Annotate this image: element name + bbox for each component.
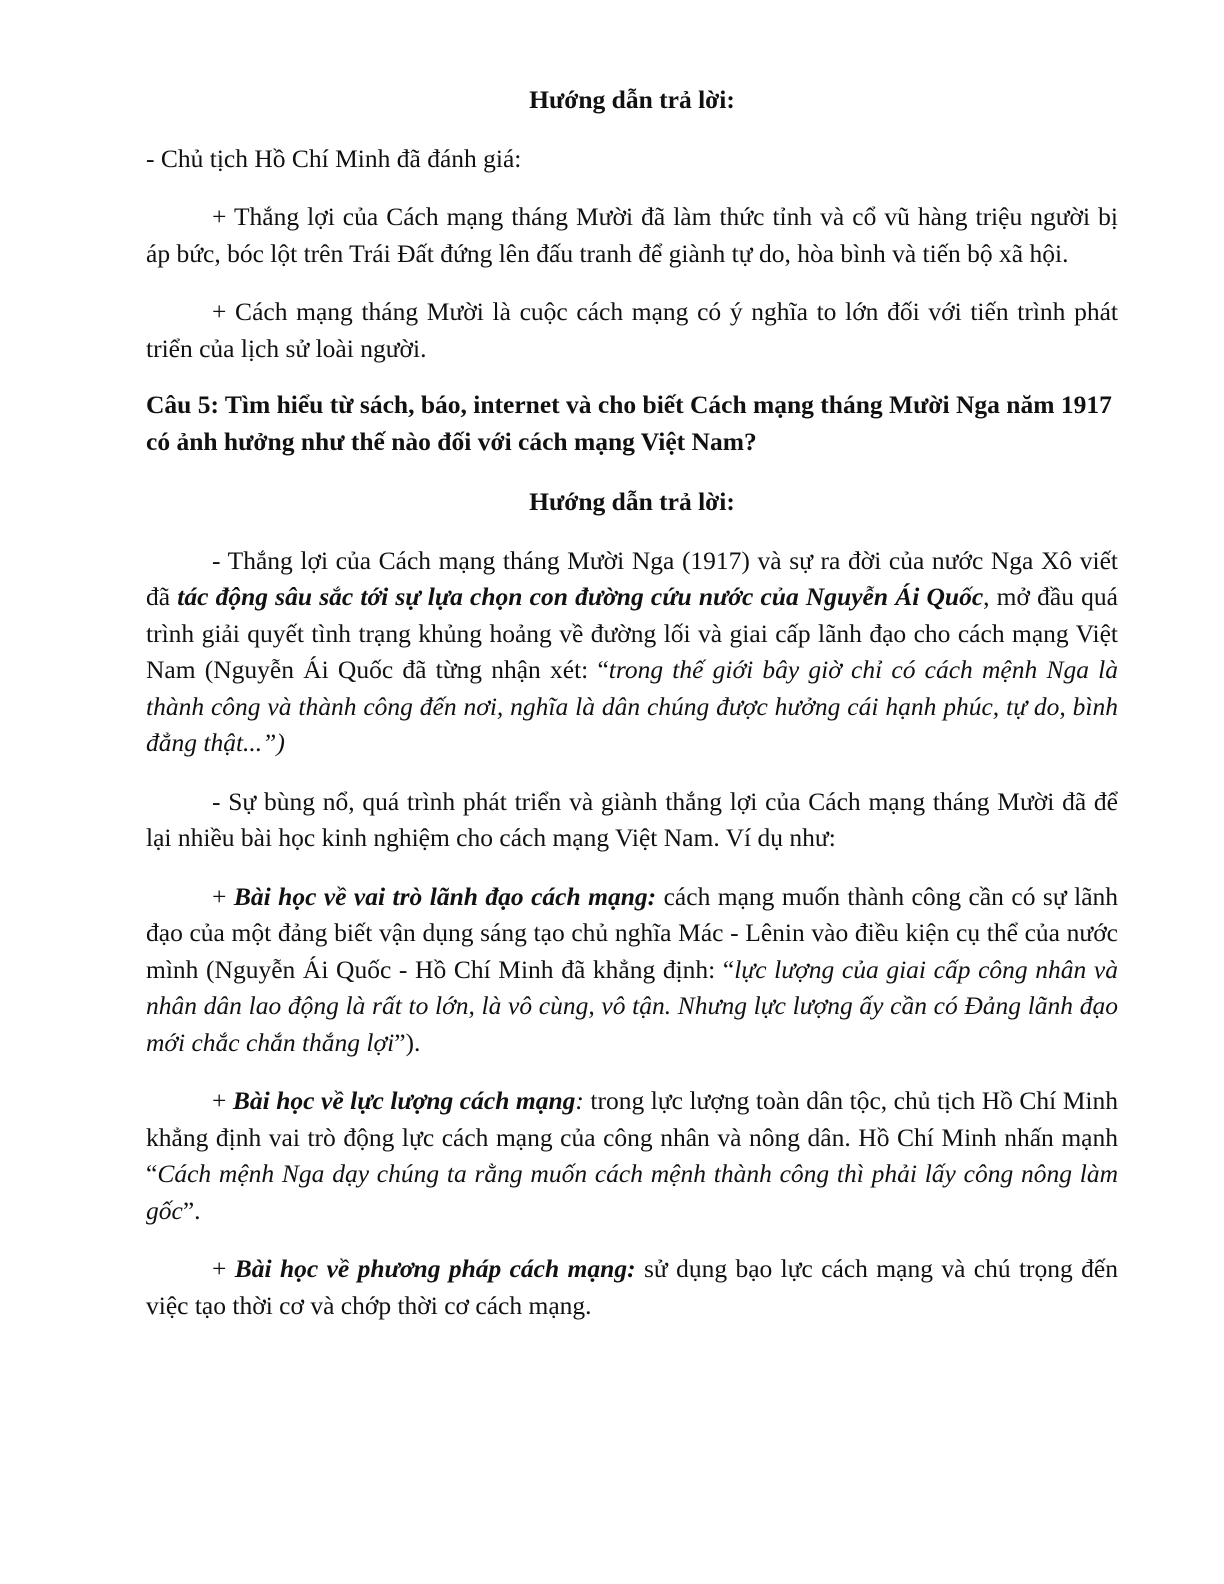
lesson-leadership-prefix: + [212, 881, 234, 911]
lesson-method-title: Bài học về phương pháp cách mạng: [234, 1254, 636, 1283]
lessons-intro: - Sự bùng nổ, quá trình phát triển và giành thắng lợi của Cách mạng tháng Mười đã để lại nhiều bài học kinh nghiệm cho cách mạng Việt Nam. Ví dụ như: [146, 786, 1118, 852]
answer-guide-heading-2: Hướng dẫn trả lời: [529, 487, 735, 516]
lesson-leadership-close: ”). [394, 1027, 421, 1057]
lesson-method [146, 1251, 1118, 1324]
lesson-leadership-title: Bài học về vai trò lãnh đạo cách mạng: [233, 881, 657, 911]
influence-text-1: - Thắng lợi của Cách mạng tháng Mười Nga (1917) và sự ra đời của nước Nga Xô viết đã [146, 545, 1118, 611]
lesson-forces-colon: : [575, 1086, 584, 1115]
evaluation-point-2: + Cách mạng tháng Mười là cuộc cách mạng có ý nghĩa to lớn đối với tiến trình phát triển của lịch sử loài người. [146, 297, 1118, 363]
lesson-method-prefix: + [212, 1254, 235, 1283]
lesson-forces-title: Bài học về lực lượng cách mạng [232, 1086, 576, 1115]
lesson-leadership-quote: lực lượng của giai cấp công nhân và nhân dân lao động là rất to lớn, là vô cùng, vô tận. Nhưng lực lượng ấy cần có Đảng lãnh đạo mới chắc chắn thắng lợi [146, 954, 1118, 1057]
answer-guide-heading: Hướng dẫn trả lời: [529, 85, 735, 114]
lesson-forces-close: ”. [182, 1195, 201, 1225]
question-5: Câu 5: Tìm hiểu từ sách, báo, internet và cho biết Cách mạng tháng Mười Nga năm 1917 có ảnh hưởng như thế nào đối với cách mạng Việt Nam? [146, 390, 1112, 456]
lesson-forces-text: trong lực lượng toàn dân tộc, chủ tịch Hồ Chí Minh khẳng định vai trò động lực cách mạng của công nhân và nông dân. Hồ Chí Minh nhấn mạnh “ [146, 1086, 1118, 1188]
lesson-leadership [146, 879, 1118, 1062]
lesson-forces-prefix: + [212, 1086, 233, 1115]
lesson-forces [146, 1083, 1118, 1229]
lesson-method-text: sử dụng bạo lực cách mạng và chú trọng đến việc tạo thời cơ và chớp thời cơ cách mạng. [146, 1254, 1118, 1320]
influence-text-2: , mở đầu quá trình giải quyết tình trạng khủng hoảng về đường lối và giai cấp lãnh đạo cho cách mạng Việt Nam (Nguyễn Ái Quốc đã từng nhận xét: “ [146, 582, 1118, 684]
lesson-forces-quote: Cách mệnh Nga dạy chúng ta rằng muốn cách mệnh thành công thì phải lấy công nông làm gốc [146, 1159, 1118, 1225]
document-page [146, 82, 1118, 1324]
lesson-leadership-text: cách mạng muốn thành công cần có sự lãnh đạo của một đảng biết vận dụng sáng tạo chủ nghĩa Mác - Lênin vào điều kiện cụ thể của nước mình (Nguyễn Ái Quốc - Hồ Chí Minh đã khẳng định: “ [146, 881, 1119, 984]
evaluation-point-1: + Thắng lợi của Cách mạng tháng Mười đã làm thức tỉnh và cổ vũ hàng triệu người bị áp bức, bóc lột trên Trái Đất đứng lên đấu tranh để giành tự do, hòa bình và tiến bộ xã hội. [146, 202, 1118, 268]
influence-emphasis: tác động sâu sắc tới sự lựa chọn con đường cứu nước của Nguyễn Ái Quốc [177, 582, 984, 611]
influence-paragraph [146, 543, 1118, 762]
nguyen-ai-quoc-quote: trong thế giới bây giờ chỉ có cách mệnh Nga là thành công và thành công đến nơi, nghĩa là dân chúng được hưởng cái hạnh phúc, tự do, bình đẳng thật...”) [146, 655, 1118, 757]
intro-line: - Chủ tịch Hồ Chí Minh đã đánh giá: [146, 143, 522, 173]
